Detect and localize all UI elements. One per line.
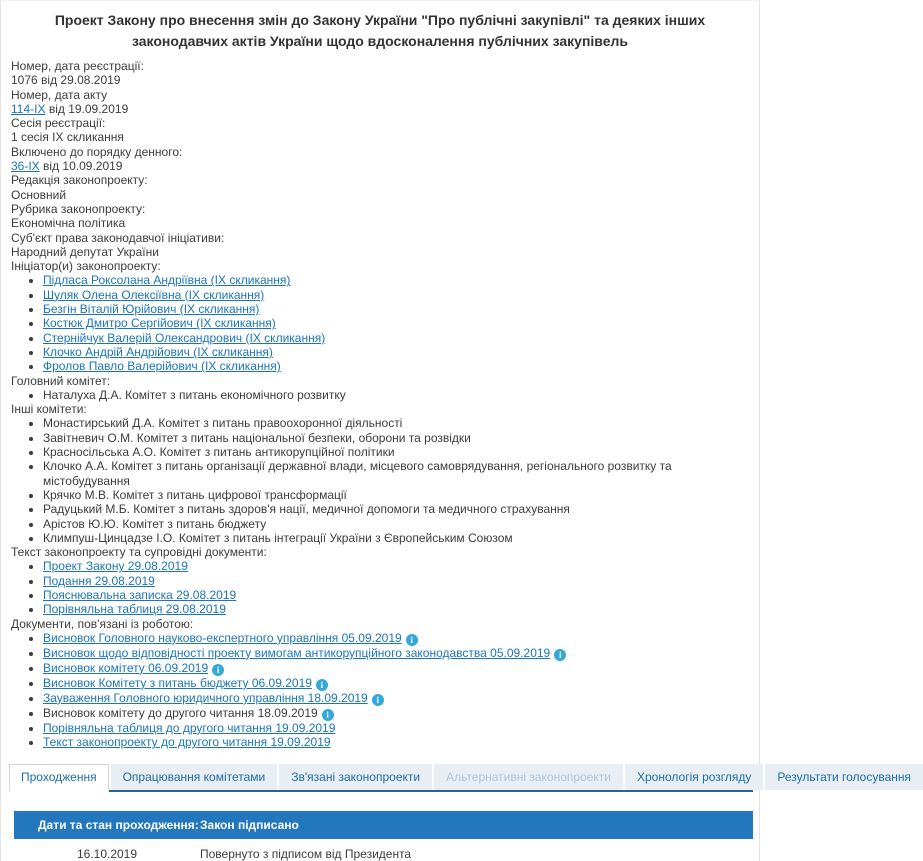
subject-value: Народний депутат України xyxy=(11,244,159,259)
committee-text: Красносільська А.О. Комітет з питань антикорупційної політики xyxy=(43,445,395,460)
related-document-item xyxy=(43,676,749,691)
info-icon[interactable]: i xyxy=(212,664,224,676)
document-link[interactable]: Проект Закону 29.08.2019 xyxy=(43,559,188,574)
initiators-list xyxy=(11,273,749,373)
bill-details xyxy=(1,59,759,749)
document-link[interactable]: Подання 29.08.2019 xyxy=(43,573,155,588)
committee-text: Крячко М.В. Комітет з питань цифрової трансформації xyxy=(43,487,347,502)
subject-label: Суб'єкт права законодавчої ініціативи: xyxy=(11,230,225,245)
initiator-link[interactable]: Стернійчук Валерій Олександрович (IX скликання) xyxy=(43,330,326,345)
agenda-number-link[interactable]: 36-IX xyxy=(11,159,40,174)
act-value xyxy=(11,102,749,116)
document-item xyxy=(43,602,749,616)
tab[interactable] xyxy=(434,764,623,790)
related-documents-list xyxy=(11,631,749,750)
committee-item xyxy=(43,431,749,445)
document-link[interactable]: Пояснювальна записка 29.08.2019 xyxy=(43,587,237,602)
info-icon[interactable]: i xyxy=(322,709,334,721)
tab-label: Зв'язані законопроекти xyxy=(291,770,421,785)
related-document-item xyxy=(43,735,749,749)
act-date: від 19.09.2019 xyxy=(48,101,129,116)
related-document-item xyxy=(43,631,749,646)
initiator-link[interactable]: Шуляк Олена Олексіївна (IX скликання) xyxy=(43,287,265,302)
status-header-value: Закон підписано xyxy=(200,818,299,833)
initiator-item xyxy=(43,302,749,316)
act-number-link[interactable]: 114-IX xyxy=(11,101,46,116)
main-committee-item xyxy=(43,388,749,402)
committee-item xyxy=(43,488,749,502)
committee-item xyxy=(43,445,749,459)
initiator-item xyxy=(43,331,749,345)
tab-label: Хронологія розгляду xyxy=(637,770,752,785)
tab-label: Проходження xyxy=(21,770,97,785)
related-document-text: Висновок комітету до другого читання 18.09.2019 xyxy=(43,705,318,720)
tab[interactable] xyxy=(625,764,763,790)
status-table-header xyxy=(14,811,753,839)
related-document-link[interactable]: Висновок Головного науково-експертного управління 05.09.2019 xyxy=(43,630,402,645)
document-item xyxy=(43,559,749,573)
committee-text: Климпуш-Цинцадзе І.О. Комітет з питань інтеграції України з Європейським Союзом xyxy=(43,530,513,545)
committee-text: Монастирський Д.А. Комітет з питань правоохоронної діяльності xyxy=(43,416,403,431)
related-document-link[interactable]: Висновок Комітету з питань бюджету 06.09.2019 xyxy=(43,675,312,690)
agenda-date: від 10.09.2019 xyxy=(43,159,123,174)
info-icon[interactable]: i xyxy=(406,634,418,646)
related-document-link[interactable]: Зауваження Головного юридичного управління 18.09.2019 xyxy=(43,690,368,705)
tab[interactable] xyxy=(111,764,278,790)
info-icon[interactable]: i xyxy=(316,679,328,691)
info-icon[interactable]: i xyxy=(372,694,384,706)
tab[interactable] xyxy=(9,764,109,792)
session-label: Сесія реєстрації: xyxy=(11,116,106,131)
committee-item xyxy=(43,531,749,545)
committee-item xyxy=(43,517,749,531)
related-documents-label: Документи, пов'язані із роботою: xyxy=(11,616,194,631)
status-table-body xyxy=(14,839,753,861)
committee-text: Арістов Ю.Ю. Комітет з питань бюджету xyxy=(43,516,267,531)
edition-label: Редакція законопроекту: xyxy=(11,173,148,188)
initiator-item xyxy=(43,316,749,330)
initiator-item xyxy=(43,359,749,373)
status-header-label: Дати та стан проходження: xyxy=(38,818,199,833)
status-row-text: Повернуто з підписом від Президента xyxy=(200,847,412,861)
edition-value: Основний xyxy=(11,187,67,202)
rubric-value: Економічна політика xyxy=(11,216,126,231)
related-document-item xyxy=(43,646,749,661)
initiators-label: Ініціатор(и) законопроекту: xyxy=(11,259,161,274)
initiator-link[interactable]: Підласа Роксолана Андріївна (IX скликання) xyxy=(43,273,291,288)
initiator-link[interactable]: Безгін Віталій Юрійович (IX скликання) xyxy=(43,302,260,317)
committee-item xyxy=(43,416,749,430)
registration-label: Номер, дата реєстрації: xyxy=(11,59,144,73)
tab-label: Опрацювання комітетами xyxy=(122,770,266,785)
initiator-link[interactable]: Клочко Андрій Андрійович (IX скликання) xyxy=(43,344,273,359)
page-title: Проект Закону про внесення змін до Закону України "Про публічні закупівлі" та деяких інших законодавчих актів України щодо вдосконалення публічних закупівель xyxy=(54,12,706,49)
committee-text: Радуцький М.Б. Комітет з питань здоров'я нації, медичної допомоги та медичного страхування xyxy=(43,502,570,517)
related-document-item xyxy=(43,691,749,706)
document-item xyxy=(43,588,749,602)
registration-value: 1076 від 29.08.2019 xyxy=(11,73,121,88)
tab[interactable] xyxy=(279,764,432,790)
related-document-item xyxy=(43,706,749,721)
status-row-date: 16.10.2019 xyxy=(76,847,138,861)
tab[interactable] xyxy=(765,764,923,790)
initiator-item xyxy=(43,345,749,359)
document-link[interactable]: Порівняльна таблиця 29.08.2019 xyxy=(43,602,226,617)
other-committees-label: Інші комітети: xyxy=(11,402,87,417)
main-committee-text: Наталуха Д.А. Комітет з питань економічного розвитку xyxy=(43,387,346,402)
documents-label: Текст законопроекту та супровідні документи: xyxy=(11,545,267,560)
info-icon[interactable]: i xyxy=(554,649,566,661)
related-document-link[interactable]: Висновок щодо відповідності проекту вимогам антикорупційного законодавства 05.09.2019 xyxy=(43,645,551,660)
initiator-link[interactable]: Костюк Дмитро Сергійович (IX скликання) xyxy=(43,316,276,331)
tab-bar xyxy=(9,764,912,792)
agenda-value xyxy=(11,159,749,173)
committee-text: Завітневич О.М. Комітет з питань національної безпеки, оборони та розвідки xyxy=(43,430,471,445)
initiator-link[interactable]: Фролов Павло Валерійович (IX скликання) xyxy=(43,359,281,374)
document-item xyxy=(43,574,749,588)
documents-list xyxy=(11,559,749,616)
tab-label: Альтернативні законопроекти xyxy=(446,770,611,785)
related-document-item xyxy=(43,721,749,735)
initiator-item xyxy=(43,273,749,287)
initiator-item xyxy=(43,288,749,302)
related-document-link[interactable]: Висновок комітету 06.09.2019 xyxy=(43,660,209,675)
committee-text: Клочко А.А. Комітет з питань організації державної влади, місцевого самоврядування, регіонального розвитку та містобудування xyxy=(43,459,672,488)
tab-label: Результати голосування xyxy=(777,770,912,785)
main-committee-label: Головний комітет: xyxy=(11,373,111,388)
status-row xyxy=(14,839,753,861)
related-document-item xyxy=(43,661,749,676)
rubric-label: Рубрика законопроекту: xyxy=(11,201,146,216)
agenda-label: Включено до порядку денного: xyxy=(11,144,183,159)
main-committee-list xyxy=(11,388,749,402)
other-committees-list xyxy=(11,416,749,545)
session-value: 1 сесія IX скликання xyxy=(11,130,124,145)
committee-item xyxy=(43,459,749,488)
act-label: Номер, дата акту xyxy=(11,87,108,102)
status-table xyxy=(14,811,753,861)
related-document-link[interactable]: Порівняльна таблиця до другого читання 19.09.2019 xyxy=(43,720,336,735)
committee-item xyxy=(43,502,749,516)
related-document-link[interactable]: Текст законопроекту до другого читання 19.09.2019 xyxy=(43,735,331,750)
